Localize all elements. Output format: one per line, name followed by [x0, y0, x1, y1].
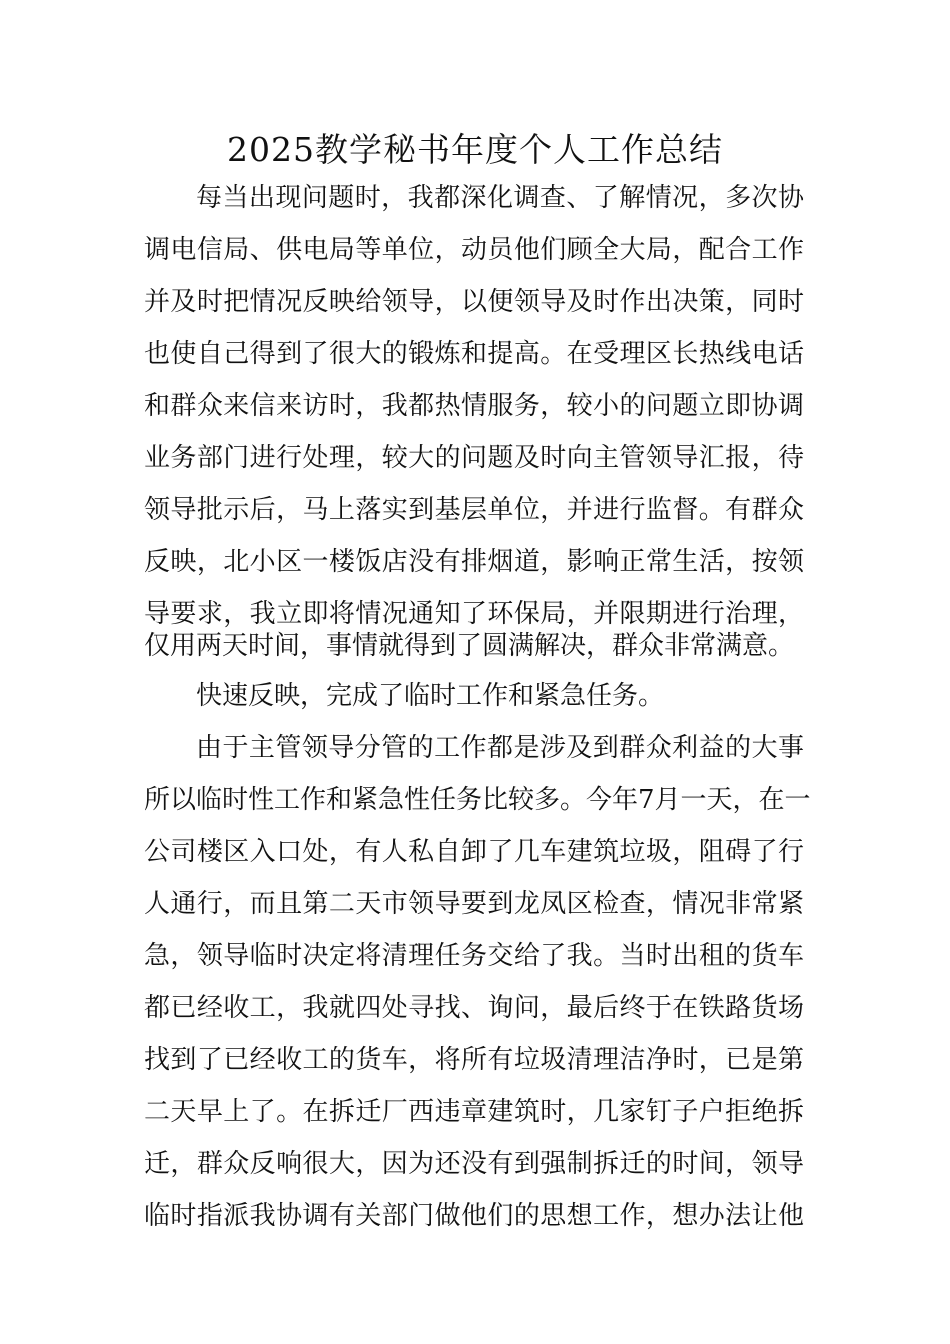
- paragraph-3-line-10: 临时指派我协调有关部门做他们的思想工作，想办法让他: [144, 1201, 804, 1231]
- paragraph-3-line-8: 二天早上了。在拆迁厂西违章建筑时，几家钉子户拒绝拆: [144, 1097, 804, 1127]
- paragraph-3-line-9: 迁，群众反响很大，因为还没有到强制拆迁的时间，领导: [144, 1149, 804, 1179]
- paragraph-1-line-1: 每当出现问题时，我都深化调查、了解情况，多次协: [196, 183, 804, 213]
- paragraph-3-line-3: 公司楼区入口处，有人私自卸了几车建筑垃圾，阻碍了行: [144, 837, 804, 867]
- paragraph-1-line-2: 调电信局、供电局等单位，动员他们顾全大局，配合工作: [144, 235, 804, 265]
- paragraph-3-line-7: 找到了已经收工的货车，将所有垃圾清理洁净时，已是第: [144, 1045, 804, 1075]
- paragraph-1-line-10: 仅用两天时间，事情就得到了圆满解决，群众非常满意。: [144, 631, 795, 661]
- paragraph-3-line-2: 所以临时性工作和紧急性任务比较多。今年7月一天，在一: [144, 785, 811, 815]
- document-title: 2025教学秘书年度个人工作总结: [227, 130, 723, 169]
- paragraph-1-line-8: 反映，北小区一楼饭店没有排烟道，影响正常生活，按领: [144, 547, 804, 577]
- paragraph-1-line-6: 业务部门进行处理，较大的问题及时向主管领导汇报，待: [144, 443, 804, 473]
- paragraph-3-line-5: 急，领导临时决定将清理任务交给了我。当时出租的货车: [144, 941, 804, 971]
- paragraph-1-line-3: 并及时把情况反映给领导，以便领导及时作出决策，同时: [144, 287, 804, 317]
- paragraph-2-line-1: 快速反映，完成了临时工作和紧急任务。: [196, 681, 665, 711]
- paragraph-1-line-4: 也使自己得到了很大的锻炼和提高。在受理区长热线电话: [144, 339, 804, 369]
- paragraph-3-line-6: 都已经收工，我就四处寻找、询问，最后终于在铁路货场: [144, 993, 804, 1023]
- paragraph-1-line-9: 导要求，我立即将情况通知了环保局，并限期进行治理，: [144, 599, 804, 629]
- paragraph-3-line-1: 由于主管领导分管的工作都是涉及到群众利益的大事: [196, 733, 804, 763]
- paragraph-1-line-7: 领导批示后，马上落实到基层单位，并进行监督。有群众: [144, 495, 804, 525]
- paragraph-3-line-4: 人通行，而且第二天市领导要到龙凤区检查，情况非常紧: [144, 889, 804, 919]
- paragraph-1-line-5: 和群众来信来访时，我都热情服务，较小的问题立即协调: [144, 391, 804, 421]
